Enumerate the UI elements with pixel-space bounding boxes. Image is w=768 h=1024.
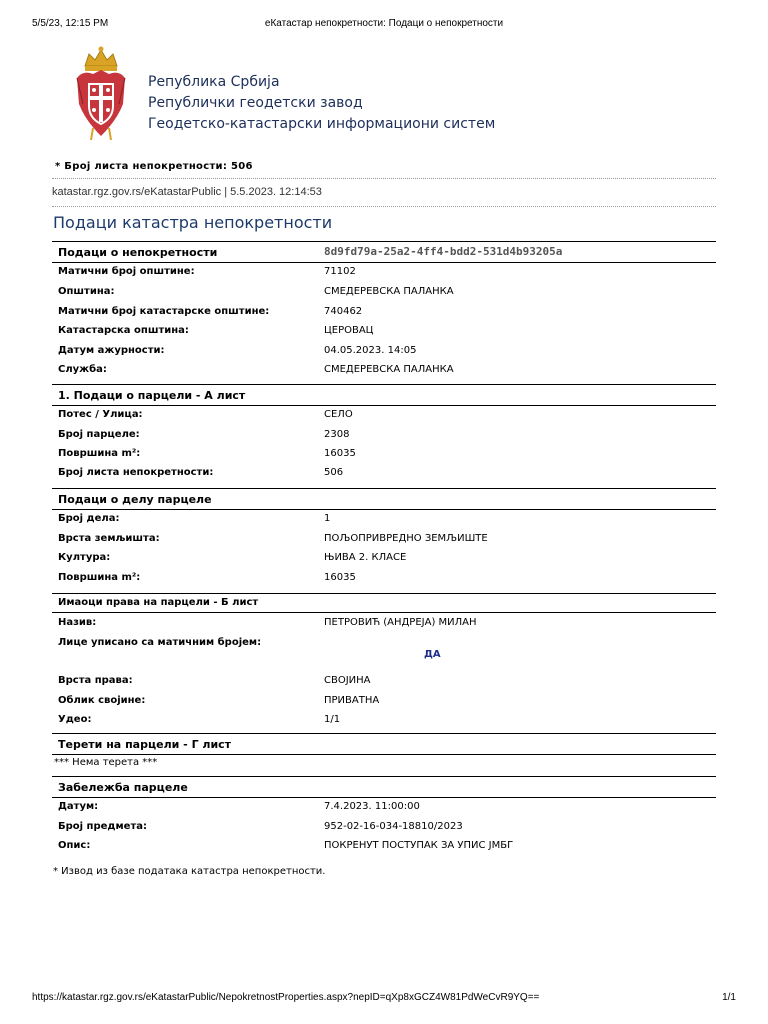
table-row [52,283,716,302]
section-heading: Терети на парцели - Г лист [58,738,232,751]
no-burdens-text: *** Нема терета *** [54,757,158,768]
table-row [52,818,716,837]
row-value: СВОЈИНА [324,675,371,686]
section-notes [52,776,716,798]
row-label: Број дела: [58,513,120,524]
section-heading: 1. Подаци о парцели - А лист [58,389,246,402]
table-row [52,322,716,341]
table-row [52,798,716,817]
table-row [52,634,716,653]
row-label: Датум: [58,801,99,812]
org-line-1: Република Србија [148,74,280,90]
row-label: Површина m²: [58,572,141,583]
divider [52,206,716,207]
row-label: Култура: [58,552,111,563]
row-value: СЕЛО [324,409,353,420]
print-header [0,0,768,29]
row-label: Број парцеле: [58,429,140,440]
row-value: ЦЕРОВАЦ [324,325,374,336]
row-value: СМЕДЕРЕВСКА ПАЛАНКА [324,364,454,375]
table-row [52,711,716,730]
row-label: Врста права: [58,675,133,686]
print-date: 5/5/23, 12:15 PM [32,18,109,29]
row-label: Опис: [58,840,91,851]
row-value: 16035 [324,448,356,459]
table-row [52,464,716,483]
table-row [52,263,716,282]
table-row [52,342,716,361]
table-row [52,837,716,856]
row-label: Број предмета: [58,821,147,832]
row-label: Лице уписано са матичним бројем: [58,637,262,648]
section-parcel [52,384,716,406]
row-label: Облик својине: [58,695,146,706]
row-value: 16035 [324,572,356,583]
organization-header [148,72,495,135]
table-row [52,510,716,529]
row-value: 7.4.2023. 11:00:00 [324,801,420,812]
table-row [52,614,716,633]
row-value: 71102 [324,266,356,277]
divider [52,178,716,179]
table-row [52,406,716,425]
owner-name: ПЕТРОВИЋ (АНДРЕЈА) МИЛАН [324,617,477,628]
row-value: 04.05.2023. 14:05 [324,345,417,356]
section-heading: Подаци о непокретности [58,246,218,259]
row-label: Датум ажурности: [58,345,165,356]
row-value: ПОКРЕНУТ ПОСТУПАК ЗА УПИС ЈМБГ [324,840,514,851]
row-label: Матични број општине: [58,266,195,277]
section-property [52,241,716,263]
row-value: 952-02-16-034-18810/2023 [324,821,463,832]
row-value: 2308 [324,429,350,440]
source-line: katastar.rgz.gov.rs/eKatastarPublic | 5.5.2023. 12:14:53 [52,186,322,198]
section-parcel-part [52,488,716,510]
row-label: Број листа непокретности: [58,467,214,478]
row-value: 1 [324,513,331,524]
row-label: Удео: [58,714,92,725]
print-title: еКатастар непокретности: Подаци о непокретности [264,18,504,29]
page-title: Подаци катастра непокретности [53,213,333,232]
table-row [52,445,716,464]
row-value: 1/1 [324,714,341,725]
row-value: СМЕДЕРЕВСКА ПАЛАНКА [324,286,454,297]
row-label: Матични број катастарске општине: [58,306,270,317]
page-count: 1/1 [722,992,736,1003]
table-row [52,530,716,549]
row-label: Општина: [58,286,115,297]
list-number: * Број листа непокретности: 506 [55,161,253,172]
row-label: Потес / Улица: [58,409,143,420]
section-burdens [52,733,716,755]
page-url[interactable]: https://katastar.rgz.gov.rs/eKatastarPublic/NepokretnostProperties.aspx?nepID=qXp8xGCZ4W81PdWeCvR9YQ== [32,992,540,1003]
property-guid: 8d9fd79a-25a2-4ff4-bdd2-531d4b93205a [324,245,563,258]
table-row [52,672,716,691]
table-row [52,361,716,380]
row-label: Површина m²: [58,448,141,459]
row-label: Врста земљишта: [58,533,160,544]
footnote: * Извод из базе података катастра непокретности. [53,866,326,877]
section-heading: Имаоци права на парцели - Б лист [58,597,259,608]
row-value: 740462 [324,306,363,317]
row-label: Катастарска општина: [58,325,189,336]
jmbg-registered-value: ДА [424,649,441,660]
serbia-coat-of-arms-icon [73,44,129,144]
section-heading: Забележба парцеле [58,781,188,794]
org-line-2: Републички геодетски завод [148,95,363,111]
row-label: Служба: [58,364,107,375]
section-heading: Подаци о делу парцеле [58,493,212,506]
table-row [52,549,716,568]
table-row [52,692,716,711]
table-row [52,303,716,322]
row-value: ЊИВА 2. КЛАСЕ [324,552,407,563]
section-owners [52,593,716,613]
row-label: Назив: [58,617,97,628]
table-row [52,426,716,445]
row-value: ПРИВАТНА [324,695,380,706]
row-value: 506 [324,467,344,478]
row-value: ПОЉОПРИВРЕДНО ЗЕМЉИШТЕ [324,533,488,544]
table-row [52,569,716,588]
org-line-3: Геодетско-катастарски информациони систем [148,116,496,132]
